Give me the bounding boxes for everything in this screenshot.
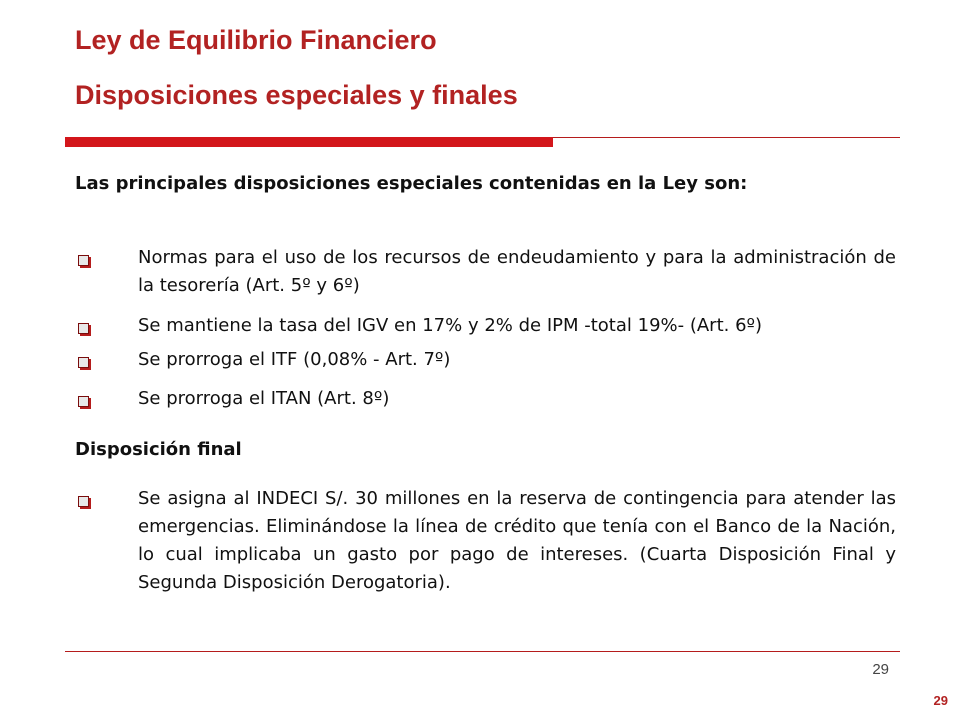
header-rule-thin <box>553 137 900 138</box>
checkbox-bullet-icon <box>78 496 89 507</box>
checkbox-bullet-icon <box>78 323 89 334</box>
list-item-text: Se prorroga el ITAN (Art. 8º) <box>138 388 390 409</box>
slide-subtitle: Disposiciones especiales y finales <box>75 80 518 110</box>
list-item <box>78 346 896 374</box>
list-item <box>78 312 896 340</box>
list-item <box>78 385 896 413</box>
checkbox-bullet-icon <box>78 357 89 368</box>
list-item-text: Se asigna al INDECI S/. 30 millones en la reserva de contingencia para atender las emergencias. Eliminándose la línea de crédito que tenía con el Banco de la Nación, lo cual implicaba un gasto por pago de intereses. (Cuarta Disposición Final y Segunda Disposición Derogatoria). <box>138 488 896 593</box>
slide-title: Ley de Equilibrio Financiero <box>75 25 437 55</box>
page-number: 29 <box>872 661 889 678</box>
list-item <box>78 244 896 300</box>
list-item-text: Normas para el uso de los recursos de endeudamiento y para la administración de la tesorería (Art. 5º y 6º) <box>138 247 896 296</box>
list-item-text: Se prorroga el ITF (0,08% - Art. 7º) <box>138 349 451 370</box>
checkbox-bullet-icon <box>78 396 89 407</box>
checkbox-bullet-icon <box>78 255 89 266</box>
list-item-text: Se mantiene la tasa del IGV en 17% y 2% de IPM -total 19%- (Art. 6º) <box>138 315 763 336</box>
corner-page-number: 29 <box>933 693 948 708</box>
header-rule-thick <box>65 137 553 147</box>
footer-rule <box>65 651 900 652</box>
section-heading: Disposición final <box>75 439 242 460</box>
intro-text: Las principales disposiciones especiales contenidas en la Ley son: <box>75 173 748 194</box>
list-item <box>78 485 896 597</box>
